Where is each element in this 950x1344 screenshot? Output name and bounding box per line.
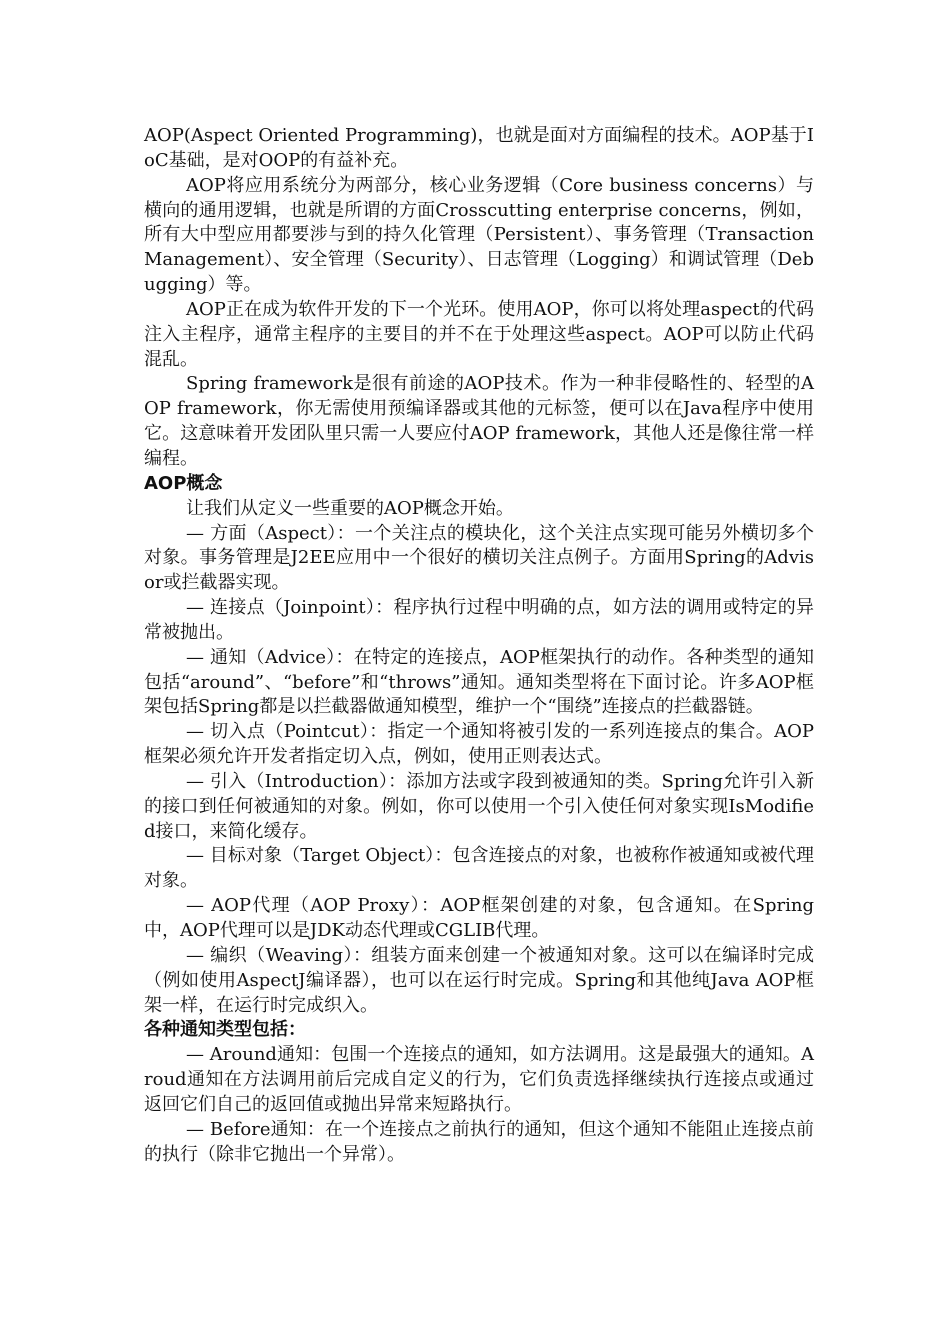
intro-paragraph-4: Spring framework是很有前途的AOP技术。作为一种非侵略性的、轻型的AOP framework，你无需使用预编译器或其他的元标签，便可以在Java程序中使用它。这意味着开发团队里只需一人要应付AOP framework，其他人还是像往常一样编程。 xyxy=(144,373,814,469)
concept-advice: — 通知（Advice）：在特定的连接点，AOP框架执行的动作。各种类型的通知包括“around”、“before”和“throws”通知。通知类型将在下面讨论。许多AOP框架包括Spring都是以拦截器做通知模型，维护一个“围绕”连接点的拦截器链。 xyxy=(144,646,814,718)
concept-joinpoint: — 连接点（Joinpoint）：程序执行过程中明确的点，如方法的调用或特定的异常被抛出。 xyxy=(144,597,814,643)
document-page xyxy=(144,124,814,1167)
concept-pointcut: — 切入点（Pointcut）：指定一个通知将被引发的一系列连接点的集合。AOP框架必须允许开发者指定切入点，例如，使用正则表达式。 xyxy=(144,721,814,768)
advice-types-heading: 各种通知类型包括： xyxy=(144,1019,306,1041)
concept-introduction: — 引入（Introduction）：添加方法或字段到被通知的类。Spring允许引入新的接口到任何被通知的对象。例如，你可以使用一个引入使任何对象实现IsModified接口，来简化缓存。 xyxy=(144,770,814,842)
advice-before: — Before通知：在一个连接点之前执行的通知，但这个通知不能阻止连接点前的执行（除非它抛出一个异常）。 xyxy=(144,1118,814,1165)
concepts-heading: AOP概念 xyxy=(144,472,223,494)
concept-aspect: — 方面（Aspect）：一个关注点的模块化，这个关注点实现可能另外横切多个对象。事务管理是J2EE应用中一个很好的横切关注点例子。方面用Spring的Advisor或拦截器实现。 xyxy=(144,522,814,594)
intro-paragraph-2: AOP将应用系统分为两部分，核心业务逻辑（Core business concerns）与横向的通用逻辑，也就是所谓的方面Crosscutting enterprise concerns，例如，所有大中型应用都要涉与到的持久化管理（Persistent）、事务管理（Transaction Management）、安全管理（Security）、日志管理（Logging）和调试管理（Debugging）等。 xyxy=(144,174,814,296)
concepts-intro: 让我们从定义一些重要的AOP概念开始。 xyxy=(186,497,514,519)
intro-paragraph-1: AOP(Aspect Oriented Programming)，也就是面对方面编程的技术。AOP基于IoC基础，是对OOP的有益补充。 xyxy=(144,125,814,171)
intro-paragraph-3: AOP正在成为软件开发的下一个光环。使用AOP，你可以将处理aspect的代码注入主程序，通常主程序的主要目的并不在于处理这些aspect。AOP可以防止代码混乱。 xyxy=(144,298,814,370)
concept-target-object: — 目标对象（Target Object）：包含连接点的对象，也被称作被通知或被代理对象。 xyxy=(144,845,814,892)
concept-weaving: — 编织（Weaving）：组装方面来创建一个被通知对象。这可以在编译时完成（例如使用AspectJ编译器），也可以在运行时完成。Spring和其他纯Java AOP框架一样，在运行时完成织入。 xyxy=(144,944,814,1016)
advice-around: — Around通知：包围一个连接点的通知，如方法调用。这是最强大的通知。Aroud通知在方法调用前后完成自定义的行为，它们负责选择继续执行连接点或通过返回它们自己的返回值或抛出异常来短路执行。 xyxy=(144,1044,814,1115)
concept-aop-proxy: — AOP代理（AOP Proxy）：AOP框架创建的对象，包含通知。在Spring中，AOP代理可以是JDK动态代理或CGLIB代理。 xyxy=(144,895,814,941)
